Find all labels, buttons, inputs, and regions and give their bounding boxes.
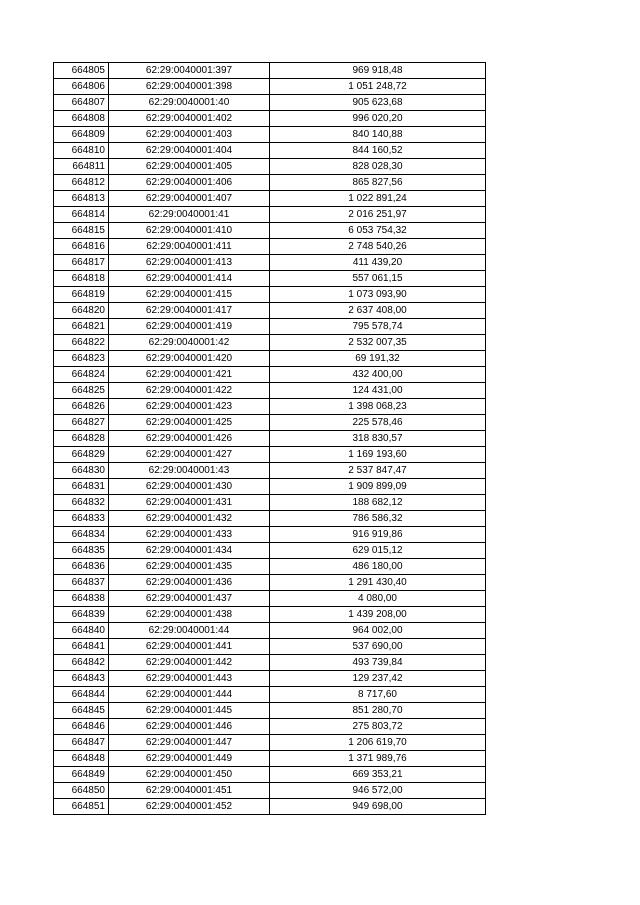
- cadastral-number-cell: 62:29:0040001:450: [109, 767, 270, 783]
- cadastral-number-cell: 62:29:0040001:422: [109, 383, 270, 399]
- value-cell: 840 140,88: [270, 127, 486, 143]
- cadastral-number-cell: 62:29:0040001:449: [109, 751, 270, 767]
- row-id-cell: 664812: [54, 175, 109, 191]
- cadastral-number-cell: 62:29:0040001:419: [109, 319, 270, 335]
- row-id-cell: 664851: [54, 799, 109, 815]
- table-row: [54, 255, 486, 271]
- cadastral-number-cell: 62:29:0040001:407: [109, 191, 270, 207]
- cadastral-number-cell: 62:29:0040001:43: [109, 463, 270, 479]
- table-row: [54, 159, 486, 175]
- row-id-cell: 664841: [54, 639, 109, 655]
- value-cell: 493 739,84: [270, 655, 486, 671]
- table-row: [54, 575, 486, 591]
- value-cell: 1 291 430,40: [270, 575, 486, 591]
- table-row: [54, 719, 486, 735]
- table-row: [54, 559, 486, 575]
- table-row: [54, 639, 486, 655]
- cadastral-number-cell: 62:29:0040001:446: [109, 719, 270, 735]
- table-row: [54, 95, 486, 111]
- value-cell: 318 830,57: [270, 431, 486, 447]
- value-cell: 1 022 891,24: [270, 191, 486, 207]
- row-id-cell: 664826: [54, 399, 109, 415]
- row-id-cell: 664850: [54, 783, 109, 799]
- table-row: [54, 607, 486, 623]
- row-id-cell: 664830: [54, 463, 109, 479]
- table-row: [54, 623, 486, 639]
- table-row: [54, 671, 486, 687]
- table-row: [54, 367, 486, 383]
- cadastral-number-cell: 62:29:0040001:405: [109, 159, 270, 175]
- row-id-cell: 664819: [54, 287, 109, 303]
- cadastral-number-cell: 62:29:0040001:406: [109, 175, 270, 191]
- value-cell: 669 353,21: [270, 767, 486, 783]
- row-id-cell: 664840: [54, 623, 109, 639]
- cadastral-number-cell: 62:29:0040001:433: [109, 527, 270, 543]
- cadastral-number-cell: 62:29:0040001:40: [109, 95, 270, 111]
- table-row: [54, 591, 486, 607]
- row-id-cell: 664822: [54, 335, 109, 351]
- value-cell: 2 748 540,26: [270, 239, 486, 255]
- row-id-cell: 664833: [54, 511, 109, 527]
- cadastral-number-cell: 62:29:0040001:436: [109, 575, 270, 591]
- cadastral-number-cell: 62:29:0040001:443: [109, 671, 270, 687]
- table-row: [54, 431, 486, 447]
- cadastral-number-cell: 62:29:0040001:426: [109, 431, 270, 447]
- cadastral-number-cell: 62:29:0040001:41: [109, 207, 270, 223]
- cadastral-number-cell: 62:29:0040001:410: [109, 223, 270, 239]
- cadastral-number-cell: 62:29:0040001:442: [109, 655, 270, 671]
- table-row: [54, 687, 486, 703]
- row-id-cell: 664829: [54, 447, 109, 463]
- value-cell: 969 918,48: [270, 63, 486, 79]
- value-cell: 795 578,74: [270, 319, 486, 335]
- cadastral-number-cell: 62:29:0040001:403: [109, 127, 270, 143]
- cadastral-number-cell: 62:29:0040001:444: [109, 687, 270, 703]
- table-row: [54, 543, 486, 559]
- table-row: [54, 399, 486, 415]
- row-id-cell: 664811: [54, 159, 109, 175]
- row-id-cell: 664828: [54, 431, 109, 447]
- row-id-cell: 664807: [54, 95, 109, 111]
- row-id-cell: 664846: [54, 719, 109, 735]
- table-row: [54, 287, 486, 303]
- value-cell: 6 053 754,32: [270, 223, 486, 239]
- value-cell: 949 698,00: [270, 799, 486, 815]
- table-row: [54, 783, 486, 799]
- cadastral-value-table: [53, 62, 486, 815]
- table-row: [54, 767, 486, 783]
- value-cell: 2 637 408,00: [270, 303, 486, 319]
- value-cell: 4 080,00: [270, 591, 486, 607]
- row-id-cell: 664814: [54, 207, 109, 223]
- row-id-cell: 664825: [54, 383, 109, 399]
- row-id-cell: 664849: [54, 767, 109, 783]
- cadastral-number-cell: 62:29:0040001:398: [109, 79, 270, 95]
- row-id-cell: 664824: [54, 367, 109, 383]
- table-row: [54, 319, 486, 335]
- value-cell: 828 028,30: [270, 159, 486, 175]
- cadastral-number-cell: 62:29:0040001:445: [109, 703, 270, 719]
- cadastral-number-cell: 62:29:0040001:451: [109, 783, 270, 799]
- row-id-cell: 664818: [54, 271, 109, 287]
- row-id-cell: 664806: [54, 79, 109, 95]
- row-id-cell: 664834: [54, 527, 109, 543]
- row-id-cell: 664838: [54, 591, 109, 607]
- table-row: [54, 479, 486, 495]
- value-cell: 996 020,20: [270, 111, 486, 127]
- value-cell: 629 015,12: [270, 543, 486, 559]
- table-row: [54, 223, 486, 239]
- cadastral-number-cell: 62:29:0040001:397: [109, 63, 270, 79]
- row-id-cell: 664809: [54, 127, 109, 143]
- value-cell: 1 051 248,72: [270, 79, 486, 95]
- table-row: [54, 127, 486, 143]
- table-row: [54, 191, 486, 207]
- value-cell: 964 002,00: [270, 623, 486, 639]
- value-cell: 124 431,00: [270, 383, 486, 399]
- cadastral-number-cell: 62:29:0040001:435: [109, 559, 270, 575]
- cadastral-number-cell: 62:29:0040001:434: [109, 543, 270, 559]
- table-row: [54, 143, 486, 159]
- cadastral-number-cell: 62:29:0040001:432: [109, 511, 270, 527]
- row-id-cell: 664805: [54, 63, 109, 79]
- value-cell: 1 371 989,76: [270, 751, 486, 767]
- table-body: [54, 63, 486, 815]
- cadastral-number-cell: 62:29:0040001:42: [109, 335, 270, 351]
- table-row: [54, 175, 486, 191]
- cadastral-number-cell: 62:29:0040001:427: [109, 447, 270, 463]
- value-cell: 69 191,32: [270, 351, 486, 367]
- table-row: [54, 383, 486, 399]
- table-row: [54, 79, 486, 95]
- value-cell: 2 532 007,35: [270, 335, 486, 351]
- row-id-cell: 664836: [54, 559, 109, 575]
- value-cell: 2 537 847,47: [270, 463, 486, 479]
- table-row: [54, 447, 486, 463]
- table-row: [54, 415, 486, 431]
- cadastral-number-cell: 62:29:0040001:417: [109, 303, 270, 319]
- value-cell: 1 206 619,70: [270, 735, 486, 751]
- row-id-cell: 664843: [54, 671, 109, 687]
- cadastral-number-cell: 62:29:0040001:430: [109, 479, 270, 495]
- row-id-cell: 664823: [54, 351, 109, 367]
- row-id-cell: 664808: [54, 111, 109, 127]
- table-row: [54, 463, 486, 479]
- value-cell: 946 572,00: [270, 783, 486, 799]
- table-row: [54, 703, 486, 719]
- row-id-cell: 664839: [54, 607, 109, 623]
- value-cell: 851 280,70: [270, 703, 486, 719]
- value-cell: 1 398 068,23: [270, 399, 486, 415]
- table-row: [54, 351, 486, 367]
- value-cell: 1 073 093,90: [270, 287, 486, 303]
- table-row: [54, 207, 486, 223]
- table-row: [54, 799, 486, 815]
- value-cell: 1 909 899,09: [270, 479, 486, 495]
- value-cell: 129 237,42: [270, 671, 486, 687]
- row-id-cell: 664837: [54, 575, 109, 591]
- row-id-cell: 664816: [54, 239, 109, 255]
- cadastral-number-cell: 62:29:0040001:420: [109, 351, 270, 367]
- cadastral-number-cell: 62:29:0040001:404: [109, 143, 270, 159]
- table-row: [54, 751, 486, 767]
- row-id-cell: 664831: [54, 479, 109, 495]
- row-id-cell: 664835: [54, 543, 109, 559]
- value-cell: 2 016 251,97: [270, 207, 486, 223]
- table-row: [54, 655, 486, 671]
- row-id-cell: 664810: [54, 143, 109, 159]
- table-row: [54, 303, 486, 319]
- table-row: [54, 239, 486, 255]
- table-row: [54, 495, 486, 511]
- cadastral-number-cell: 62:29:0040001:414: [109, 271, 270, 287]
- value-cell: 8 717,60: [270, 687, 486, 703]
- cadastral-number-cell: 62:29:0040001:437: [109, 591, 270, 607]
- cadastral-number-cell: 62:29:0040001:421: [109, 367, 270, 383]
- table-row: [54, 527, 486, 543]
- table-row: [54, 511, 486, 527]
- row-id-cell: 664817: [54, 255, 109, 271]
- row-id-cell: 664832: [54, 495, 109, 511]
- row-id-cell: 664821: [54, 319, 109, 335]
- cadastral-number-cell: 62:29:0040001:423: [109, 399, 270, 415]
- row-id-cell: 664847: [54, 735, 109, 751]
- row-id-cell: 664820: [54, 303, 109, 319]
- table-row: [54, 271, 486, 287]
- cadastral-number-cell: 62:29:0040001:438: [109, 607, 270, 623]
- table-row: [54, 63, 486, 79]
- cadastral-number-cell: 62:29:0040001:425: [109, 415, 270, 431]
- value-cell: 557 061,15: [270, 271, 486, 287]
- cadastral-number-cell: 62:29:0040001:452: [109, 799, 270, 815]
- value-cell: 905 623,68: [270, 95, 486, 111]
- value-cell: 865 827,56: [270, 175, 486, 191]
- cadastral-number-cell: 62:29:0040001:413: [109, 255, 270, 271]
- cadastral-number-cell: 62:29:0040001:431: [109, 495, 270, 511]
- cadastral-number-cell: 62:29:0040001:411: [109, 239, 270, 255]
- row-id-cell: 664848: [54, 751, 109, 767]
- row-id-cell: 664845: [54, 703, 109, 719]
- value-cell: 486 180,00: [270, 559, 486, 575]
- table-row: [54, 335, 486, 351]
- cadastral-number-cell: 62:29:0040001:441: [109, 639, 270, 655]
- value-cell: 432 400,00: [270, 367, 486, 383]
- row-id-cell: 664815: [54, 223, 109, 239]
- table-row: [54, 735, 486, 751]
- value-cell: 1 169 193,60: [270, 447, 486, 463]
- value-cell: 225 578,46: [270, 415, 486, 431]
- row-id-cell: 664813: [54, 191, 109, 207]
- row-id-cell: 664844: [54, 687, 109, 703]
- cadastral-number-cell: 62:29:0040001:415: [109, 287, 270, 303]
- cadastral-number-cell: 62:29:0040001:447: [109, 735, 270, 751]
- cadastral-number-cell: 62:29:0040001:402: [109, 111, 270, 127]
- value-cell: 537 690,00: [270, 639, 486, 655]
- value-cell: 916 919,86: [270, 527, 486, 543]
- row-id-cell: 664827: [54, 415, 109, 431]
- value-cell: 411 439,20: [270, 255, 486, 271]
- value-cell: 844 160,52: [270, 143, 486, 159]
- table-row: [54, 111, 486, 127]
- value-cell: 188 682,12: [270, 495, 486, 511]
- value-cell: 275 803,72: [270, 719, 486, 735]
- value-cell: 786 586,32: [270, 511, 486, 527]
- value-cell: 1 439 208,00: [270, 607, 486, 623]
- cadastral-number-cell: 62:29:0040001:44: [109, 623, 270, 639]
- row-id-cell: 664842: [54, 655, 109, 671]
